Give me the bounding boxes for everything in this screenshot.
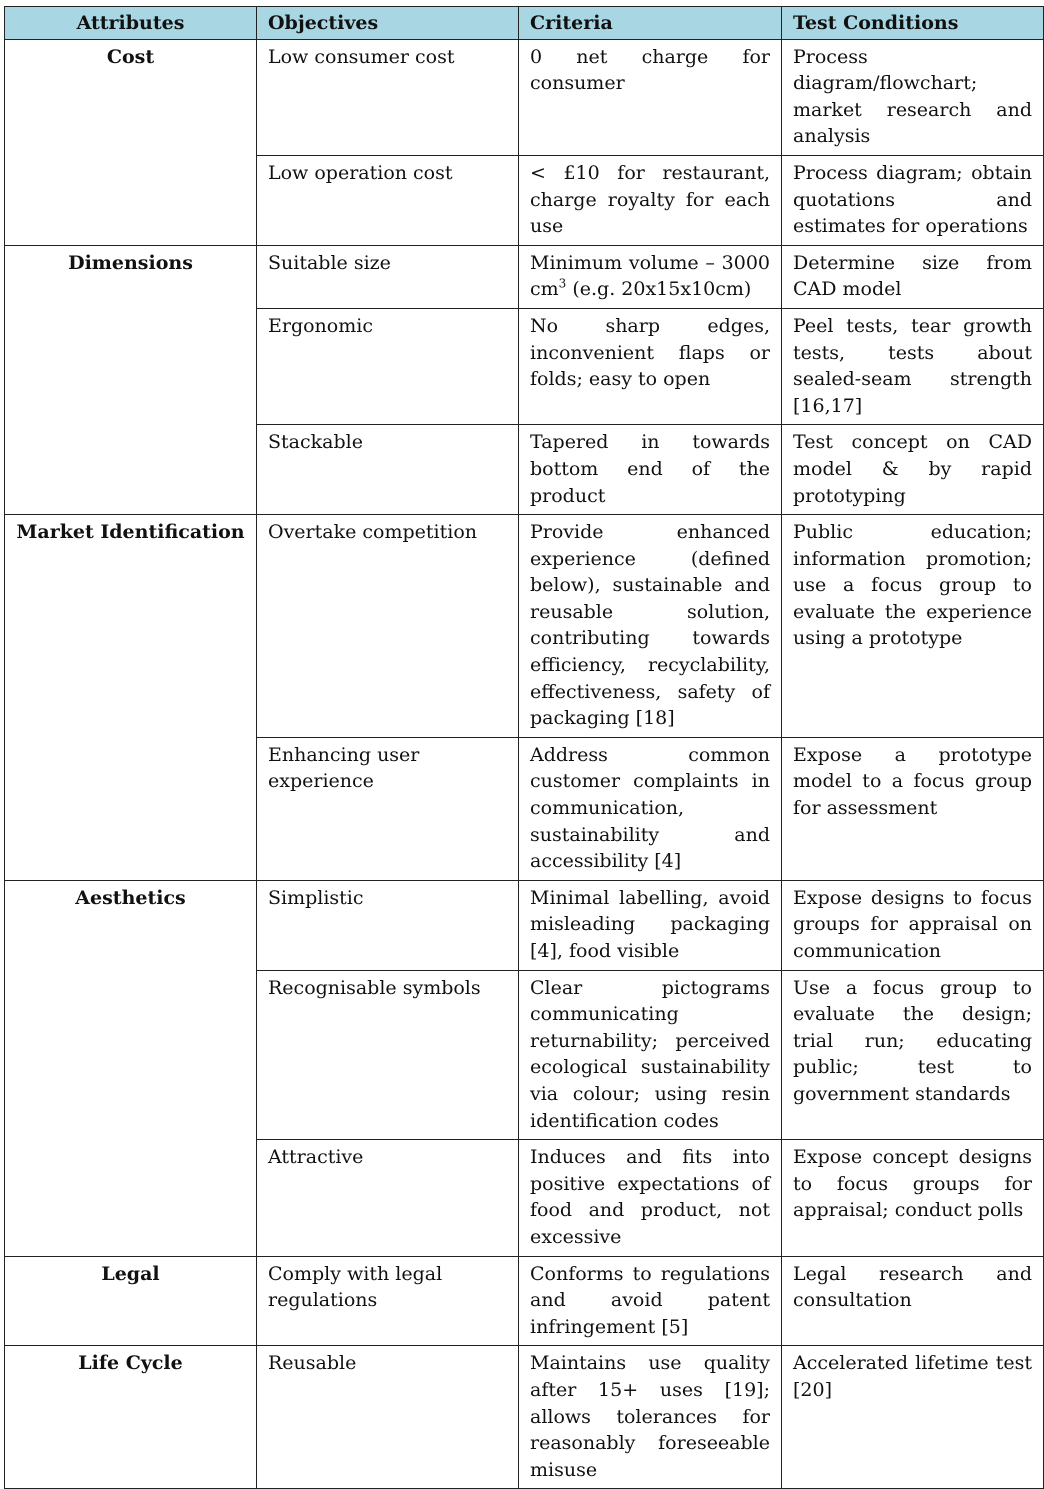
requirements-table [4,6,1044,1489]
objective-cell: Attractive [257,1140,519,1256]
criteria-cell: Induces and fits into positive expectations of food and product, not excessive [519,1140,782,1256]
table-row [5,880,1044,970]
test-condition-cell: Process diagram; obtain quotations and estimates for operations [782,155,1044,245]
attribute-legal: Legal [5,1256,257,1346]
criteria-volume-text: Minimum volume – 3000 cm [530,251,770,301]
criteria-cell: Address common customer complaints in communication, sustainability and accessibility [4] [519,737,782,880]
objective-cell: Ergonomic [257,308,519,424]
table-row [5,39,1044,155]
criteria-cell: Conforms to regulations and avoid patent infringement [5] [519,1256,782,1346]
attribute-dimensions: Dimensions [5,245,257,514]
objective-cell: Comply with legal regulations [257,1256,519,1346]
test-condition-cell: Expose designs to focus groups for appraisal on communication [782,880,1044,970]
objective-cell: Enhancing user experience [257,737,519,880]
objective-cell: Low consumer cost [257,39,519,155]
criteria-cell: No sharp edges, inconvenient flaps or folds; easy to open [519,308,782,424]
test-condition-cell: Public education; information promotion; use a focus group to evaluate the experience using a prototype [782,515,1044,738]
attribute-market-identification: Market Identification [5,515,257,881]
cubic-superscript: 3 [558,277,567,292]
attribute-cost: Cost [5,39,257,245]
criteria-dimensions-text: (e.g. 20x15x10cm) [566,278,752,301]
header-objectives: Objectives [257,7,519,40]
criteria-cell [519,245,782,308]
header-test-conditions: Test Conditions [782,7,1044,40]
test-condition-cell: Test concept on CAD model & by rapid prototyping [782,425,1044,515]
objective-cell: Overtake competition [257,515,519,738]
table-row [5,1256,1044,1346]
test-condition-cell: Use a focus group to evaluate the design; trial run; educating public; test to government standards [782,970,1044,1140]
test-condition-cell: Legal research and consultation [782,1256,1044,1346]
objective-cell: Recognisable symbols [257,970,519,1140]
criteria-cell: Maintains use quality after 15+ uses [19]; allows tolerances for reasonably foreseeable misuse [519,1346,782,1489]
objective-cell: Reusable [257,1346,519,1489]
test-condition-cell: Peel tests, tear growth tests, tests about sealed-seam strength [16,17] [782,308,1044,424]
test-condition-cell: Accelerated lifetime test [20] [782,1346,1044,1489]
test-condition-cell: Determine size from CAD model [782,245,1044,308]
table-row [5,1346,1044,1489]
criteria-cell: Clear pictograms communicating returnability; perceived ecological sustainability via colour; using resin identification codes [519,970,782,1140]
test-condition-cell: Process diagram/flowchart; market research and analysis [782,39,1044,155]
objective-cell: Stackable [257,425,519,515]
header-row [5,7,1044,40]
objective-cell: Low operation cost [257,155,519,245]
test-condition-cell: Expose a prototype model to a focus group for assessment [782,737,1044,880]
header-criteria: Criteria [519,7,782,40]
criteria-cell: Provide enhanced experience (defined below), sustainable and reusable solution, contributing towards efficiency, recyclability, effectiveness, safety of packaging [18] [519,515,782,738]
objective-cell: Suitable size [257,245,519,308]
criteria-cell: Tapered in towards bottom end of the product [519,425,782,515]
attribute-life-cycle: Life Cycle [5,1346,257,1489]
objective-cell: Simplistic [257,880,519,970]
table-row [5,515,1044,738]
criteria-cell: Minimal labelling, avoid misleading packaging [4], food visible [519,880,782,970]
table-row [5,245,1044,308]
header-attributes: Attributes [5,7,257,40]
criteria-cell: 0 net charge for consumer [519,39,782,155]
criteria-cell: < £10 for restaurant, charge royalty for each use [519,155,782,245]
attribute-aesthetics: Aesthetics [5,880,257,1256]
test-condition-cell: Expose concept designs to focus groups for appraisal; conduct polls [782,1140,1044,1256]
